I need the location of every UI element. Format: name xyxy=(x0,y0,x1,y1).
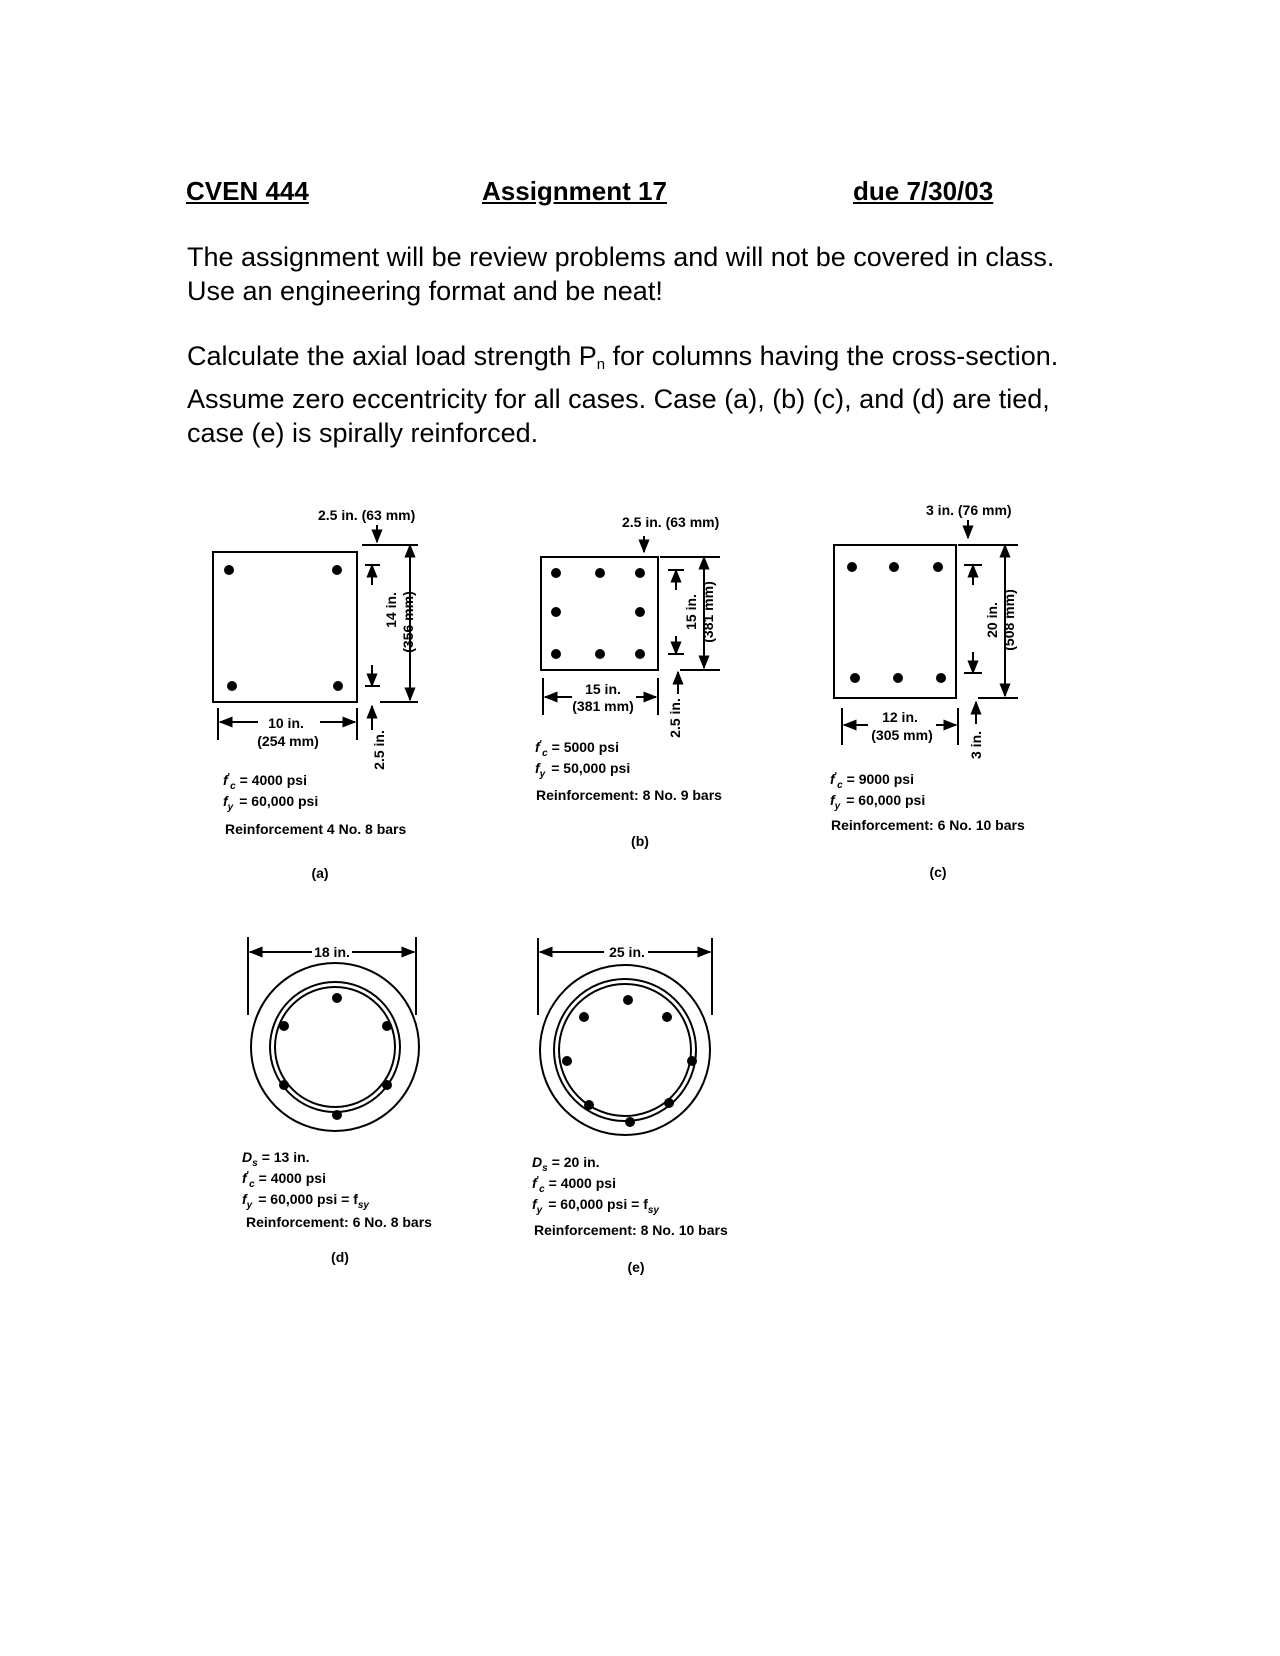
fig-a-cover: 2.5 in. (63 mm) xyxy=(318,507,416,523)
fig-e-diameter: 25 in. xyxy=(609,944,645,960)
figure-e xyxy=(538,938,712,1135)
fig-c-fy: $f_y = 60,000$ psi xyxy=(830,792,926,812)
fig-b-fc: $f'_c = 5000$ psi xyxy=(535,739,619,759)
intro-paragraph: The assignment will be review problems and will not be covered in class. Use an engineering format and be neat! xyxy=(187,242,1055,306)
fig-d-ds: $D_s = 13$ in. xyxy=(242,1149,310,1169)
fig-a-fy: $f_y = 60,000$ psi xyxy=(223,793,319,813)
bar-c xyxy=(933,562,943,572)
bar-e xyxy=(623,995,633,1005)
bar-b xyxy=(595,568,605,578)
bar-b xyxy=(635,607,645,617)
fig-a-width: 10 in. xyxy=(268,715,304,731)
fig-e-caption: (e) xyxy=(627,1259,645,1275)
bar-a xyxy=(332,565,342,575)
bar-d xyxy=(332,993,342,1003)
fig-c-caption: (c) xyxy=(929,864,947,880)
fig-a-fc: $f'_c = 4000$ psi xyxy=(223,772,307,792)
bar-c xyxy=(893,673,903,683)
bar-c xyxy=(847,562,857,572)
fig-e-reinforcement: Reinforcement: 8 No. 10 bars xyxy=(534,1222,728,1238)
fig-c-bottom-cover: 3 in. xyxy=(968,730,984,760)
bar-e xyxy=(625,1117,635,1127)
bar-c xyxy=(889,562,899,572)
fig-e-fy: $f_y = 60,000$ psi = $f_{sy}$ xyxy=(532,1196,659,1216)
bar-d xyxy=(332,1110,342,1120)
bar-b xyxy=(551,568,561,578)
fig-a-width-mm: (254 mm) xyxy=(257,733,319,749)
bar-b xyxy=(635,568,645,578)
fig-b-reinforcement: Reinforcement: 8 No. 9 bars xyxy=(536,787,722,803)
bar-c xyxy=(850,673,860,683)
fig-c-reinforcement: Reinforcement: 6 No. 10 bars xyxy=(831,817,1025,833)
fig-d-fc: $f'_c = 4000$ psi xyxy=(242,1170,326,1190)
bar-b xyxy=(595,649,605,659)
fig-b-width-mm: (381 mm) xyxy=(572,698,634,714)
fig-a-height: 14 in. xyxy=(383,592,399,628)
fig-d-caption: (d) xyxy=(331,1249,349,1265)
due-date: due 7/30/03 xyxy=(853,176,994,206)
fig-d-reinforcement: Reinforcement: 6 No. 8 bars xyxy=(246,1214,432,1230)
course-code: CVEN 444 xyxy=(186,176,309,206)
bar-d xyxy=(382,1021,392,1031)
assignment-title: Assignment 17 xyxy=(482,176,667,206)
fig-e-ds: $D_s = 20$ in. xyxy=(532,1154,600,1174)
bar-a xyxy=(227,681,237,691)
spiral-d-inner xyxy=(275,987,395,1107)
fig-b-bottom-cover: 2.5 in. xyxy=(667,698,683,738)
fig-c-fc: $f'_c = 9000$ psi xyxy=(830,771,914,791)
figure-d xyxy=(248,937,419,1131)
fig-b-height-mm: (381 mm) xyxy=(700,581,716,643)
fig-c-cover: 3 in. (76 mm) xyxy=(926,502,1012,518)
bar-a xyxy=(333,681,343,691)
section-e-outline xyxy=(540,965,710,1135)
fig-a-reinforcement: Reinforcement 4 No. 8 bars xyxy=(225,821,407,837)
fig-c-height-mm: (508 mm) xyxy=(1001,589,1017,651)
fig-c-width-mm: (305 mm) xyxy=(871,727,933,743)
fig-a-caption: (a) xyxy=(311,865,329,881)
bar-a xyxy=(224,565,234,575)
task-text-before: Calculate the axial load strength P xyxy=(187,341,597,371)
fig-e-fc: $f'_c = 4000$ psi xyxy=(532,1175,616,1195)
fig-c-height: 20 in. xyxy=(984,602,1000,638)
bar-e xyxy=(584,1100,594,1110)
fig-a-height-mm: (356 mm) xyxy=(400,591,416,653)
bar-d xyxy=(279,1021,289,1031)
bar-b xyxy=(635,649,645,659)
bar-e xyxy=(662,1012,672,1022)
fig-d-fy: $f_y = 60,000$ psi = $f_{sy}$ xyxy=(242,1191,369,1211)
task-subscript: n xyxy=(596,356,606,373)
bar-d xyxy=(382,1080,392,1090)
task-text-after: for columns having the cross-section. Assume zero eccentricity for all cases. Case (a), (b) (c), and (d) are tied, case (e) is spirally reinforced. xyxy=(187,341,1059,448)
bar-b xyxy=(551,607,561,617)
fig-d-diameter: 18 in. xyxy=(314,944,350,960)
bar-d xyxy=(279,1080,289,1090)
bar-e xyxy=(562,1056,572,1066)
figure-a xyxy=(213,525,418,740)
section-d-outline xyxy=(251,963,419,1131)
fig-a-bottom-cover: 2.5 in. xyxy=(371,730,387,770)
bar-e xyxy=(664,1098,674,1108)
fig-b-width: 15 in. xyxy=(585,681,621,697)
bar-e xyxy=(687,1056,697,1066)
bar-e xyxy=(579,1012,589,1022)
bar-c xyxy=(936,673,946,683)
fig-b-cover: 2.5 in. (63 mm) xyxy=(622,514,720,530)
bar-b xyxy=(551,649,561,659)
fig-c-width: 12 in. xyxy=(882,709,918,725)
fig-b-caption: (b) xyxy=(631,833,649,849)
fig-b-height: 15 in. xyxy=(683,594,699,630)
fig-b-fy: $f_y = 50,000$ psi xyxy=(535,760,631,780)
